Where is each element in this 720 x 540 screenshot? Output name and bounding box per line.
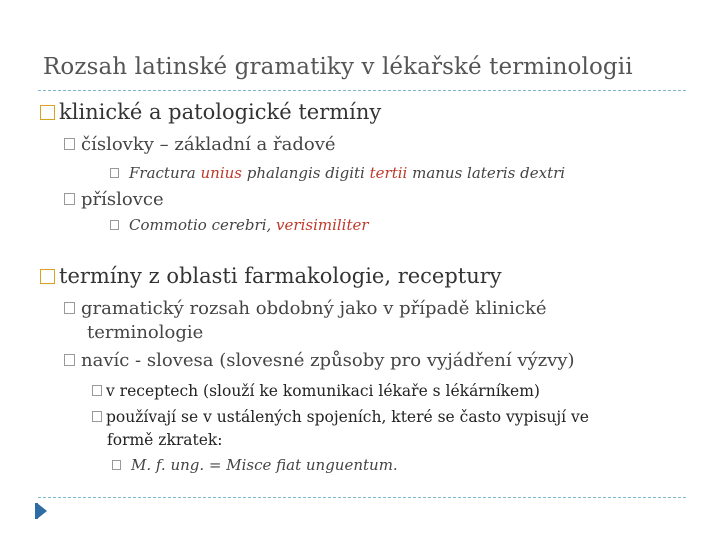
section-2-heading: termíny z oblasti farmakologie, receptury bbox=[59, 264, 502, 288]
section-2-item-1-row bbox=[92, 382, 540, 400]
title-divider bbox=[38, 90, 686, 91]
square-bullet-icon bbox=[64, 193, 75, 205]
section-2-example: M. f. ung. = Misce fiat unguentum. bbox=[131, 456, 398, 474]
square-bullet-icon bbox=[64, 138, 75, 150]
square-bullet-icon bbox=[40, 105, 55, 120]
section-2-item-1: v receptech (slouží ke komunikaci lékaře s lékárníkem) bbox=[106, 382, 540, 400]
section-2-item-2-line2-row bbox=[107, 431, 223, 449]
section-2-sub1-line1: gramatický rozsah obdobný jako v případě klinické bbox=[81, 298, 547, 319]
slide-title: Rozsah latinské gramatiky v lékařské terminologii bbox=[43, 54, 633, 80]
section-2-sub1-line2: terminologie bbox=[87, 322, 204, 343]
square-bullet-icon bbox=[112, 460, 121, 470]
square-bullet-icon bbox=[40, 269, 55, 284]
example-highlight: tertii bbox=[369, 164, 408, 182]
corner-marker-arrow-icon bbox=[37, 503, 47, 519]
section-1-sub2: příslovce bbox=[81, 189, 164, 210]
example-text: Commotio cerebri, bbox=[129, 216, 277, 234]
section-2-sub2: navíc - slovesa (slovesné způsoby pro vyjádření výzvy) bbox=[81, 350, 575, 371]
section-1-heading-row bbox=[40, 100, 381, 124]
square-bullet-icon bbox=[64, 302, 75, 314]
section-2-item-2-row bbox=[92, 408, 589, 426]
section-2-item-2-line2: formě zkratek: bbox=[107, 431, 223, 449]
example-highlight: verisimiliter bbox=[276, 216, 369, 234]
section-1-sub1: číslovky – základní a řadové bbox=[81, 134, 336, 155]
section-1-heading: klinické a patologické termíny bbox=[59, 100, 382, 124]
square-bullet-icon bbox=[64, 354, 75, 366]
section-2-sub1-row bbox=[64, 298, 547, 319]
section-1-sub1-row bbox=[64, 134, 336, 155]
square-bullet-icon bbox=[92, 385, 102, 396]
example-text: Fractura bbox=[129, 164, 201, 182]
section-1-example-1-row bbox=[110, 164, 565, 182]
square-bullet-icon bbox=[92, 411, 102, 422]
section-1-example-2-row bbox=[110, 216, 369, 234]
section-1-sub2-row bbox=[64, 189, 164, 210]
square-bullet-icon bbox=[110, 168, 119, 178]
section-2-sub1-line2-row bbox=[87, 322, 203, 343]
example-text: phalangis digiti bbox=[241, 164, 370, 182]
square-bullet-icon bbox=[110, 220, 119, 230]
example-highlight: unius bbox=[200, 164, 242, 182]
example-text: manus lateris dextri bbox=[407, 164, 566, 182]
section-2-item-2-line1: používají se v ustálených spojeních, které se často vypisují ve bbox=[106, 408, 589, 426]
section-2-example-row bbox=[112, 456, 398, 474]
footer-divider bbox=[38, 497, 686, 498]
section-2-heading-row bbox=[40, 264, 502, 288]
section-2-sub2-row bbox=[64, 350, 575, 371]
